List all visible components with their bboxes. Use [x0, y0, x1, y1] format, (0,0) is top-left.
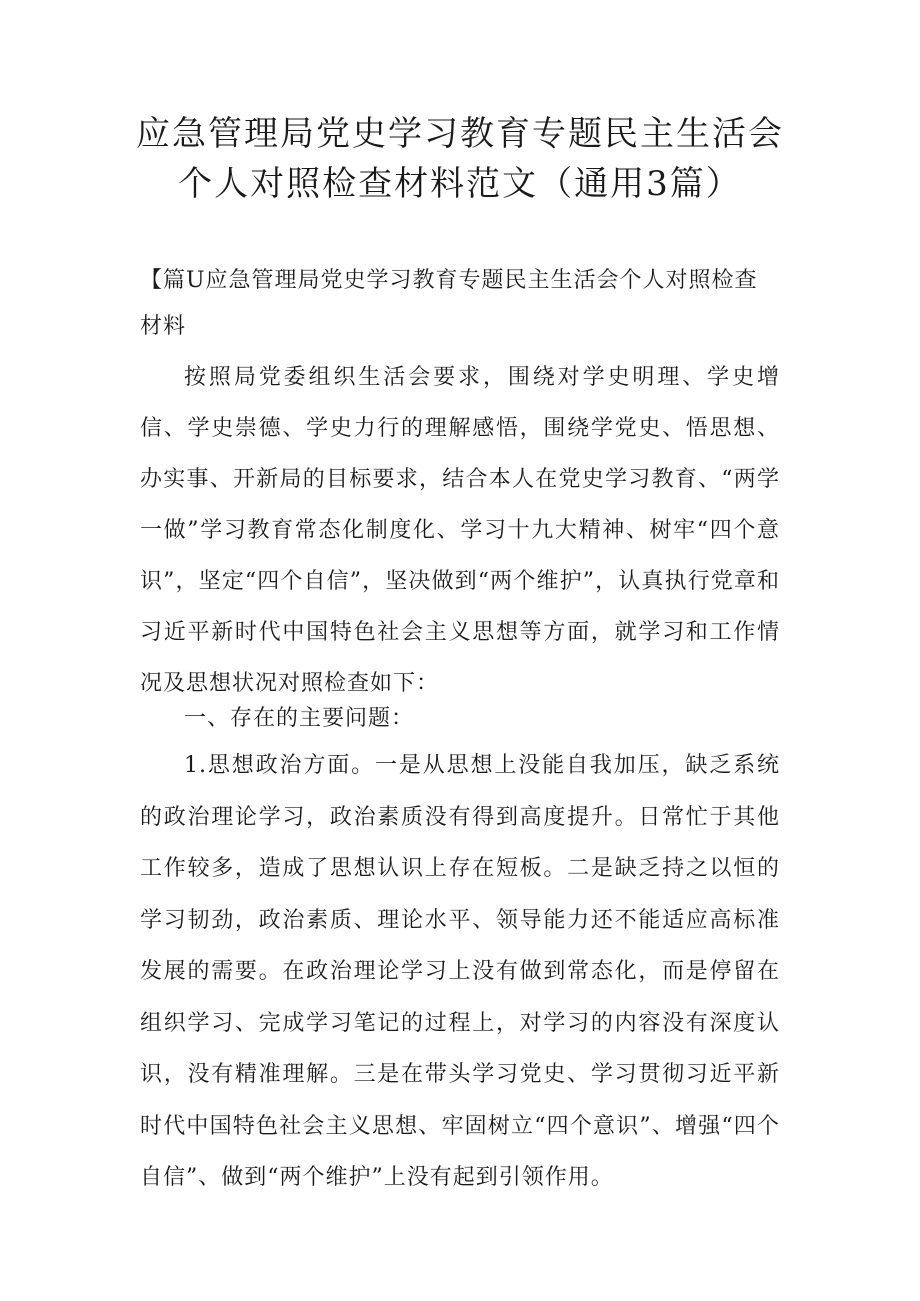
political-thought-paragraph: 1.思想政治方面。一是从思想上没能自我加压，缺乏系统的政治理论学习，政治素质没有得到高度提升。日常忙于其他工作较多，造成了思想认识上存在短板。二是缺乏持之以恒的学习韧劲，政治素质、理论水平、领导能力还不能适应高标准发展的需要。在政治理论学习上没有做到常态化，而是停留在组织学习、完成学习笔记的过程上，对学习的内容没有深度认识，没有精准理解。三是在带头学习党史、学习贯彻习近平新时代中国特色社会主义思想、牢固树立“四个意识”、增强“四个自信”、做到“两个维护”上没有起到引领作用。 [140, 753, 780, 1190]
section-heading: 【篇U应急管理局党史学习教育专题民主生活会个人对照检查材料 [140, 268, 758, 339]
document-title-line-2: 个人对照检查材料范文（通用3篇） [178, 164, 742, 204]
document-title-line-1: 应急管理局党史学习教育专题民主生活会 [136, 114, 784, 154]
intro-paragraph: 按照局党委组织生活会要求，围绕对学史明理、学史增信、学史崇德、学史力行的理解感悟，围绕学党史、悟思想、办实事、开新局的目标要求，结合本人在党史学习教育、“两学一做”学习教育常态化制度化、学习十九大精神、树牢“四个意识”，坚定“四个自信”，坚决做到“两个维护”，认真执行党章和习近平新时代中国特色社会主义思想等方面，就学习和工作情况及思想状况对照检查如下： [140, 365, 780, 696]
problems-heading: 一、存在的主要问题： [184, 706, 415, 731]
